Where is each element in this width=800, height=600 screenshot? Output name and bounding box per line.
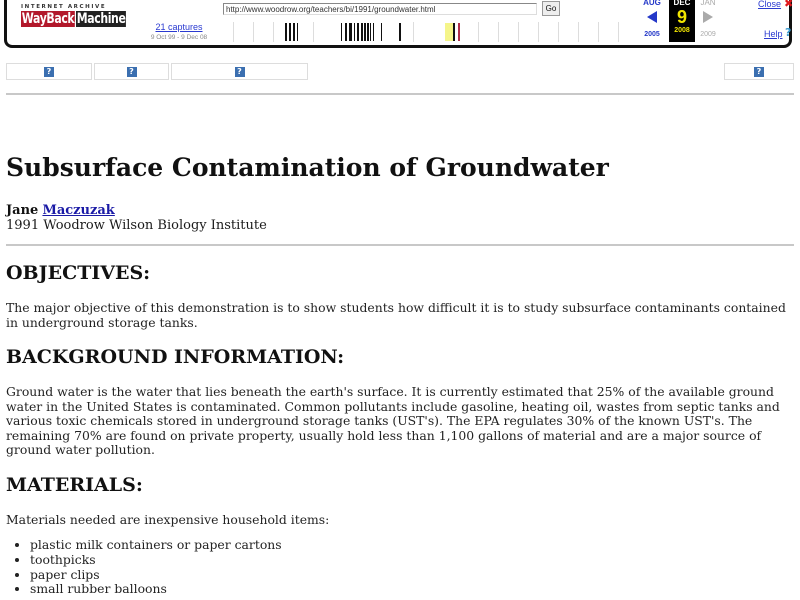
broken-image-icon: ? xyxy=(235,67,245,77)
logo-machine-text: Machine xyxy=(77,11,126,27)
prev-capture[interactable] xyxy=(641,0,663,38)
current-capture xyxy=(669,0,695,42)
broken-image-icon: ? xyxy=(754,67,764,77)
list-item: • small rubber balloons xyxy=(30,582,282,597)
prev-arrow-icon[interactable] xyxy=(647,11,657,23)
current-month: DEC xyxy=(673,0,691,7)
broken-image-icon: ? xyxy=(127,67,137,77)
objectives-text: The major objective of this demonstration is to show students how difficult it is to study subsurface contaminants contained in underground storage tanks. xyxy=(6,300,786,330)
section-heading-background: BACKGROUND INFORMATION: xyxy=(6,346,345,368)
image-placeholder-1[interactable] xyxy=(6,63,92,80)
help-link[interactable]: Help xyxy=(764,29,783,39)
list-item: • paper clips xyxy=(30,568,282,583)
list-item: • plastic milk containers or paper cartons xyxy=(30,538,282,553)
broken-image-icon: ? xyxy=(44,67,54,77)
author-first-name: Jane xyxy=(6,203,39,218)
author-divider xyxy=(6,244,794,246)
captures-link[interactable]: 21 captures xyxy=(155,22,203,32)
close-icon[interactable]: ✖ xyxy=(784,0,794,10)
image-placeholder-3[interactable] xyxy=(171,63,308,80)
prev-year: 2005 xyxy=(644,31,660,38)
background-text: Ground water is the water that lies beneath the earth's surface. It is currently estimated that 25% of the available ground water in the United States is contaminated. Common pollutants include gasoline, heating oil, wastes from septic tanks and various toxic chemicals stored in underground storage tanks (UST's). The EPA regulates 30% of the known UST's. The remaining 70% are found on private property, usually hold less than 1,100 gallons of material and are a major source of ground water pollution. xyxy=(6,384,780,458)
image-placeholder-4[interactable] xyxy=(724,63,794,80)
next-arrow-icon xyxy=(703,11,713,23)
next-capture xyxy=(697,0,719,38)
logo-internet-archive-text: INTERNET ARCHIVE xyxy=(21,4,107,10)
section-heading-objectives: OBJECTIVES: xyxy=(6,262,151,284)
top-divider xyxy=(6,93,794,95)
materials-intro-text: Materials needed are inexpensive household items: xyxy=(6,512,330,527)
go-button[interactable]: Go xyxy=(542,1,560,16)
section-heading-materials: MATERIALS: xyxy=(6,474,143,496)
list-item: • toothpicks xyxy=(30,553,282,568)
wayback-logo[interactable] xyxy=(21,4,126,34)
next-month: JAN xyxy=(700,0,716,7)
author-block xyxy=(6,203,267,233)
captures-summary xyxy=(137,22,221,41)
next-year: 2009 xyxy=(700,31,716,38)
author-name-link[interactable]: Maczuzak xyxy=(42,203,115,218)
current-year: 2008 xyxy=(674,27,690,34)
captures-range: 9 Oct 99 - 9 Dec 08 xyxy=(150,34,208,41)
materials-list xyxy=(6,538,282,597)
help-icon[interactable]: ? xyxy=(785,26,792,39)
timeline-current-year-highlight xyxy=(445,23,453,41)
author-affiliation: 1991 Woodrow Wilson Biology Institute xyxy=(6,218,267,233)
capture-timeline[interactable] xyxy=(223,20,638,42)
url-input[interactable]: http://www.woodrow.org/teachers/bi/1991/groundwater.html xyxy=(223,3,537,15)
close-link[interactable]: Close xyxy=(758,0,782,9)
logo-wayback-text: WayBack xyxy=(21,11,75,27)
image-placeholder-2[interactable] xyxy=(94,63,169,80)
wayback-toolbar xyxy=(4,0,792,48)
page-title: Subsurface Contamination of Groundwater xyxy=(6,153,609,182)
current-day: 9 xyxy=(676,7,687,27)
prev-month: AUG xyxy=(643,0,661,7)
